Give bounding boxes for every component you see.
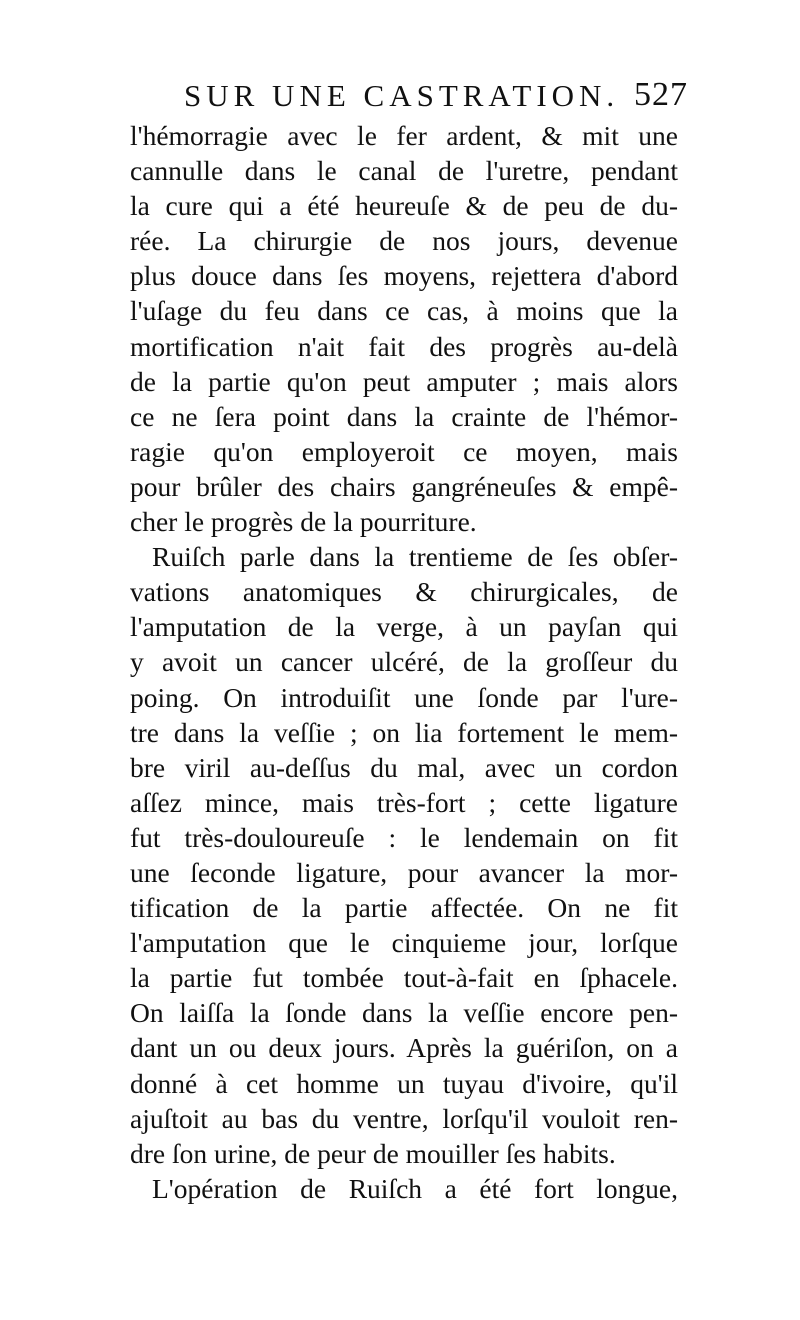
page-number: 527 <box>634 76 688 113</box>
text-line: poing. On introduiſit une ſonde par l'ure- <box>130 681 678 713</box>
text-line: tification de la partie affectée. On ne fit <box>130 892 678 924</box>
text-line: mortification n'ait fait des progrès au-delà <box>130 330 678 362</box>
running-head-title: SUR UNE CASTRATION. <box>184 78 620 113</box>
paragraph <box>130 539 678 1171</box>
text-line: une ſeconde ligature, pour avancer la mor- <box>130 856 678 888</box>
text-line: bre viril au-deſſus du mal, avec un cordon <box>130 751 678 783</box>
text-line: ragie qu'on employeroit ce moyen, mais <box>130 435 678 467</box>
text-line: plus douce dans ſes moyens, rejettera d'abord <box>130 260 678 292</box>
text-line: aſſez mince, mais très-fort ; cette ligature <box>130 786 678 818</box>
text-line: vations anatomiques & chirurgicales, de <box>130 576 678 608</box>
text-line: donné à cet homme un tuyau d'ivoire, qu'il <box>130 1067 678 1099</box>
paragraph <box>130 118 678 539</box>
text-line: ce ne ſera point dans la crainte de l'hémor- <box>130 400 678 432</box>
text-line: pour brûler des chairs gangréneuſes & empê- <box>130 470 678 502</box>
text-line: tre dans la veſſie ; on lia fortement le mem- <box>130 716 678 748</box>
text-line: dre ſon urine, de peur de mouiller ſes habits. <box>130 1137 616 1169</box>
body-text <box>130 118 678 1206</box>
text-line: l'amputation que le cinquieme jour, lorſque <box>130 927 678 959</box>
text-line: Ruiſch parle dans la trentieme de ſes obſer- <box>152 541 678 573</box>
text-line: l'amputation de la verge, à un payſan qui <box>130 611 678 643</box>
text-line: cannulle dans le canal de l'uretre, pendant <box>130 155 678 187</box>
paragraph <box>130 1171 678 1206</box>
text-line: On laiſſa la ſonde dans la veſſie encore pen- <box>130 997 678 1029</box>
text-line: rée. La chirurgie de nos jours, devenue <box>130 225 678 257</box>
text-line: cher le progrès de la pourriture. <box>130 506 477 538</box>
text-line: dant un ou deux jours. Après la guériſon, on a <box>130 1032 678 1064</box>
text-line: la cure qui a été heureuſe & de peu de du- <box>130 190 678 222</box>
text-line: l'hémorragie avec le fer ardent, & mit une <box>130 120 678 151</box>
text-line: ajuſtoit au bas du ventre, lorſqu'il vouloit ren- <box>130 1102 678 1134</box>
text-line: fut très-douloureuſe : le lendemain on fit <box>130 821 678 853</box>
text-line: l'uſage du feu dans ce cas, à moins que la <box>130 295 678 327</box>
text-line: la partie fut tombée tout-à-fait en ſphacele. <box>130 962 678 994</box>
text-line: de la partie qu'on peut amputer ; mais alors <box>130 365 678 397</box>
running-head <box>132 76 688 120</box>
text-line: y avoit un cancer ulcéré, de la groſſeur du <box>130 646 678 678</box>
text-line: L'opération de Ruiſch a été fort longue, <box>152 1172 678 1204</box>
